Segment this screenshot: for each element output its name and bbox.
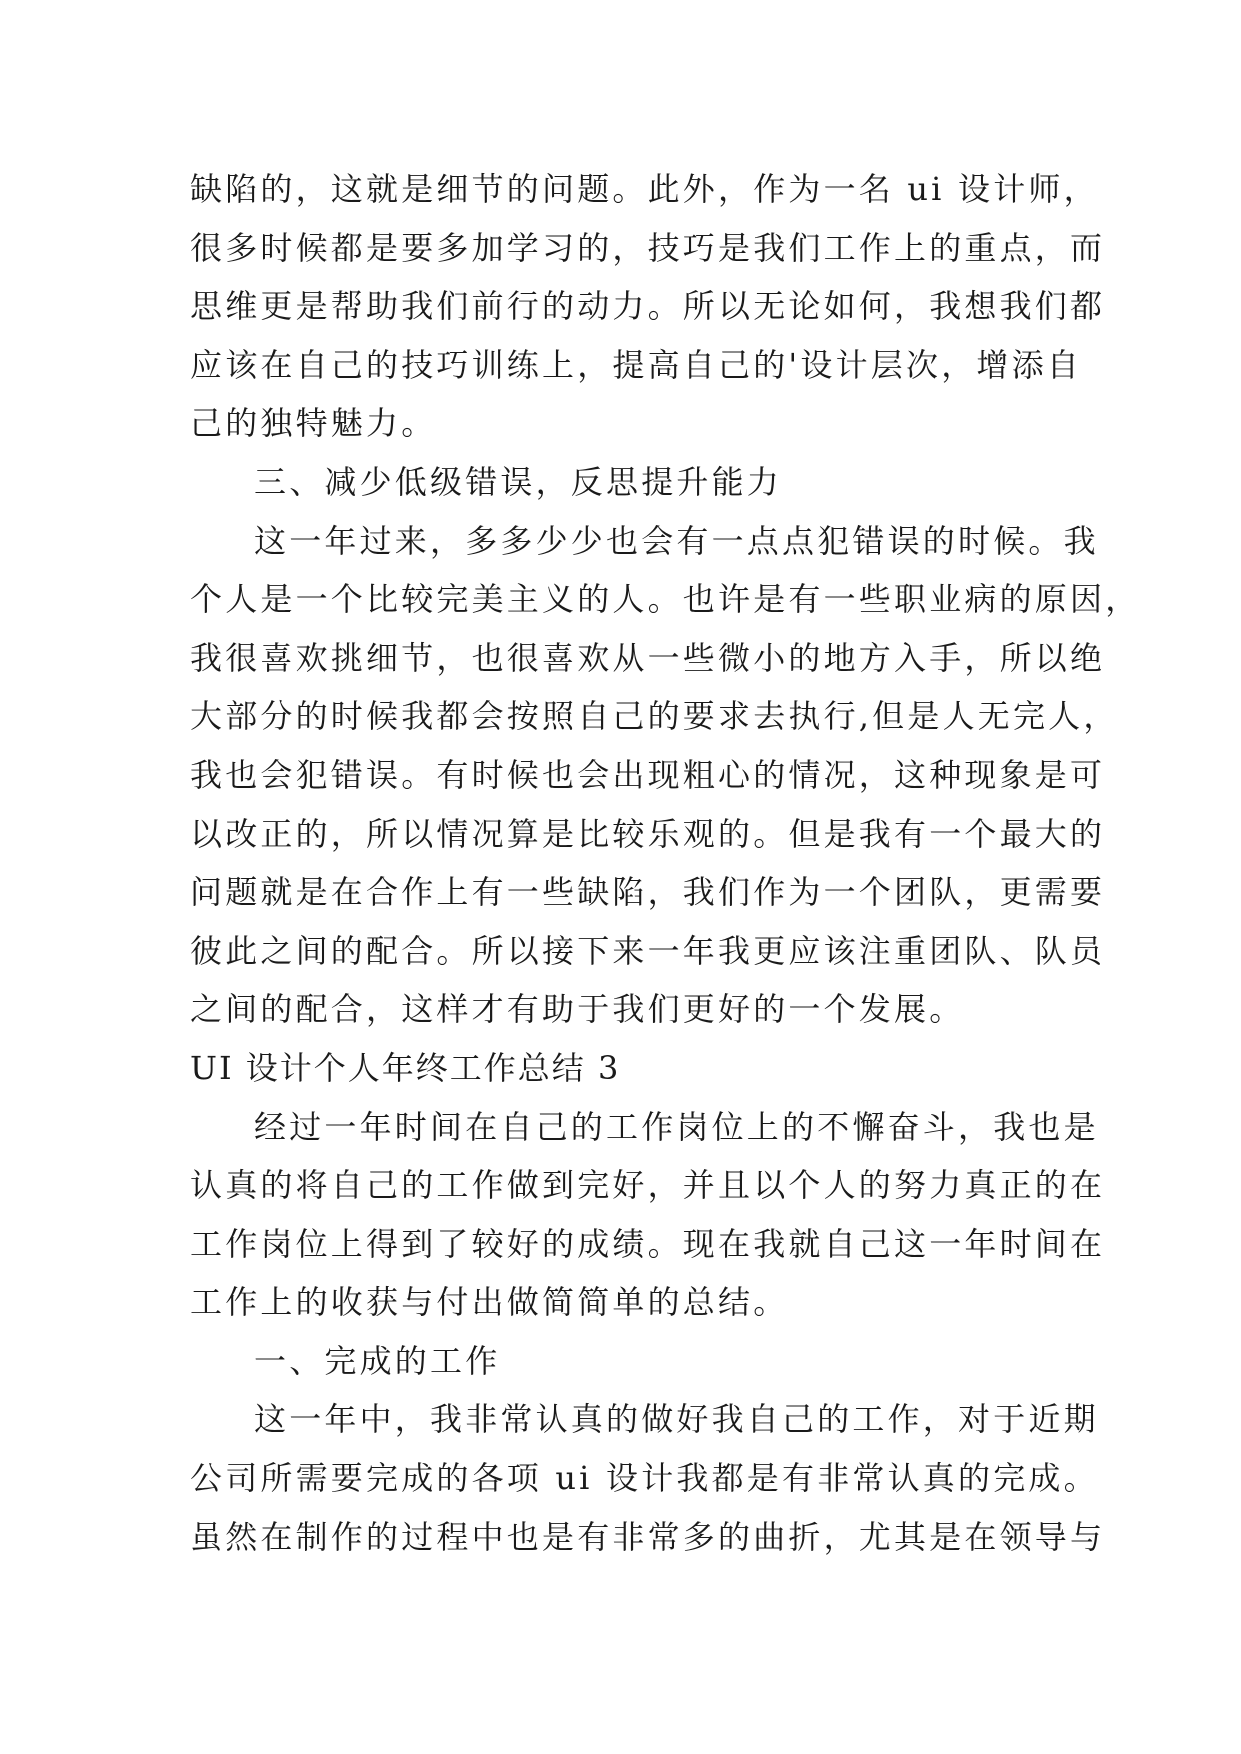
text-line: 认真的将自己的工作做到完好，并且以个人的努力真正的在 [190,1166,1106,1205]
document-title: UI 设计个人年终工作总结 3 [190,1048,621,1087]
section-heading: 一、完成的工作 [254,1341,501,1380]
text-line: 我也会犯错误。有时候也会出现粗心的情况，这种现象是可 [190,755,1106,794]
section-heading: 三、减少低级错误，反思提升能力 [254,462,783,501]
text-line: 个人是一个比较完美主义的人。也许是有一些职业病的原因， [190,580,1141,619]
text-line: 缺陷的，这就是细节的问题。此外，作为一名 ui 设计师， [190,170,1099,208]
text-line: 己的独特魅力。 [190,404,437,443]
text-line: 问题就是在合作上有一些缺陷，我们作为一个团队，更需要 [190,873,1106,912]
paragraph-start-line: 经过一年时间在自己的工作岗位上的不懈奋斗，我也是 [254,1107,1099,1146]
text-line: 大部分的时候我都会按照自己的要求去执行,但是人无完人， [190,697,1119,736]
text-line: 虽然在制作的过程中也是有非常多的曲折，尤其是在领导与 [190,1517,1106,1556]
text-line: 以改正的，所以情况算是比较乐观的。但是我有一个最大的 [190,814,1106,853]
text-line: 彼此之间的配合。所以接下来一年我更应该注重团队、队员 [190,931,1106,970]
text-line: 之间的配合，这样才有助于我们更好的一个发展。 [190,990,965,1029]
text-line: 我很喜欢挑细节，也很喜欢从一些微小的地方入手，所以绝 [190,638,1106,677]
document-body [190,160,1141,1566]
text-line: 工作上的收获与付出做简简单的总结。 [190,1283,789,1322]
text-line: 应该在自己的技巧训练上，提高自己的'设计层次，增添自 [190,345,1082,384]
text-line: 思维更是帮助我们前行的动力。所以无论如何，我想我们都 [190,287,1106,326]
text-line: 很多时候都是要多加学习的，技巧是我们工作上的重点，而 [190,228,1106,267]
text-line: 公司所需要完成的各项 ui 设计我都是有非常认真的完成。 [190,1459,1099,1498]
text-line: 工作岗位上得到了较好的成绩。现在我就自己这一年时间在 [190,1224,1106,1263]
paragraph-start-line: 这一年中，我非常认真的做好我自己的工作，对于近期 [254,1400,1099,1439]
paragraph-start-line: 这一年过来，多多少少也会有一点点犯错误的时候。我 [254,521,1099,560]
